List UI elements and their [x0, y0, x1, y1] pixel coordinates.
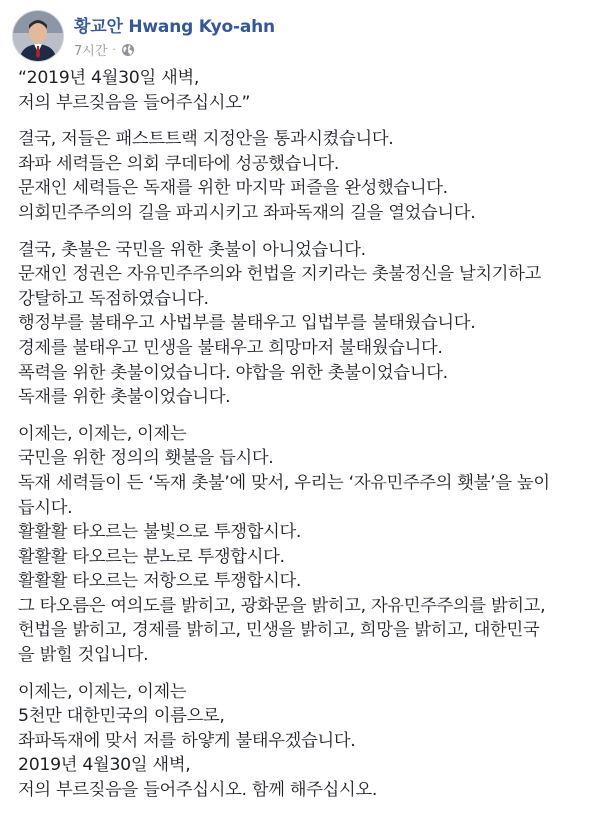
post-line: 활활활 타오르는 분노로 투쟁합시다.	[18, 546, 285, 567]
post-line: 듭시다.	[18, 497, 73, 518]
post-paragraph	[18, 680, 590, 803]
post-line: 결국, 저들은 패스트트랙 지정안을 통과시켰습니다.	[18, 129, 394, 150]
post-paragraph	[18, 238, 590, 410]
post-line: 활활활 타오르는 저항으로 투쟁합시다.	[18, 571, 302, 592]
post-line: 문재인 정권은 자유민주주의와 헌법을 지키라는 촛불정신을 날치기하고	[18, 264, 541, 285]
post-line: 경제를 불태우고 민생을 불태우고 희망마저 불태웠습니다.	[18, 337, 443, 358]
post-line: 좌파 세력들은 의회 쿠데타에 성공했습니다.	[18, 153, 340, 174]
post-line: 문재인 세력들은 독재를 위한 마지막 퍼즐을 완성했습니다.	[18, 178, 448, 199]
post-line: 국민을 위한 정의의 횃불을 듭시다.	[18, 448, 274, 469]
post-meta	[74, 40, 135, 59]
post-timestamp[interactable]: 7시간	[74, 44, 108, 59]
post-paragraph	[18, 127, 590, 225]
post-line: 폭력을 위한 촛불이었습니다. 야합을 위한 촛불이었습니다.	[18, 362, 448, 383]
post-paragraph	[18, 422, 590, 668]
globe-icon[interactable]	[121, 43, 135, 57]
post-line: 5천만 대한민국의 이름으로,	[18, 706, 225, 727]
post-line: “2019년 4월30일 새벽,	[18, 68, 200, 88]
post-paragraph	[18, 66, 590, 115]
post-line: 그 타오름은 여의도를 밝히고, 광화문을 밝히고, 자유민주주의를 밝히고,	[18, 595, 546, 616]
post-author-name[interactable]: 황교안 Hwang Kyo-ahn	[74, 17, 275, 37]
post-line: 이제는, 이제는, 이제는	[18, 423, 187, 444]
post-line: 독재 세력들이 든 ‘독재 촛불’에 맞서, 우리는 ‘자유민주주의 횃불’을 높이	[18, 472, 550, 493]
post-line: 의회민주주의의 길을 파괴시키고 좌파독재의 길을 열었습니다.	[18, 202, 476, 223]
post-line: 행정부를 불태우고 사법부를 불태우고 입법부를 불태웠습니다.	[18, 313, 476, 334]
post-line: 헌법을 밝히고, 경제를 밝히고, 민생을 밝히고, 희망을 밝히고, 대한민국	[18, 620, 540, 641]
meta-separator: ·	[112, 43, 116, 56]
post-line: 이제는, 이제는, 이제는	[18, 681, 187, 702]
post-line: 을 밝힐 것입니다.	[18, 645, 149, 666]
post-line: 좌파독재에 맞서 저를 하얗게 불태우겠습니다.	[18, 730, 356, 751]
post-line: 결국, 촛불은 국민을 위한 촛불이 아니었습니다.	[18, 239, 366, 260]
post-line: 2019년 4월30일 새벽,	[18, 755, 191, 776]
post-body	[18, 66, 590, 815]
post-line: 저의 부르짖음을 들어주십시오. 함께 해주십시오.	[18, 780, 378, 801]
post-line: 저의 부르짖음을 들어주십시오”	[18, 92, 251, 113]
post-line: 강탈하고 독점하였습니다.	[18, 288, 209, 309]
post-line: 독재를 위한 촛불이었습니다.	[18, 387, 231, 408]
avatar[interactable]	[12, 10, 64, 62]
post-line: 활활활 타오르는 불빛으로 투쟁합시다.	[18, 522, 302, 543]
profile-photo	[13, 11, 63, 61]
